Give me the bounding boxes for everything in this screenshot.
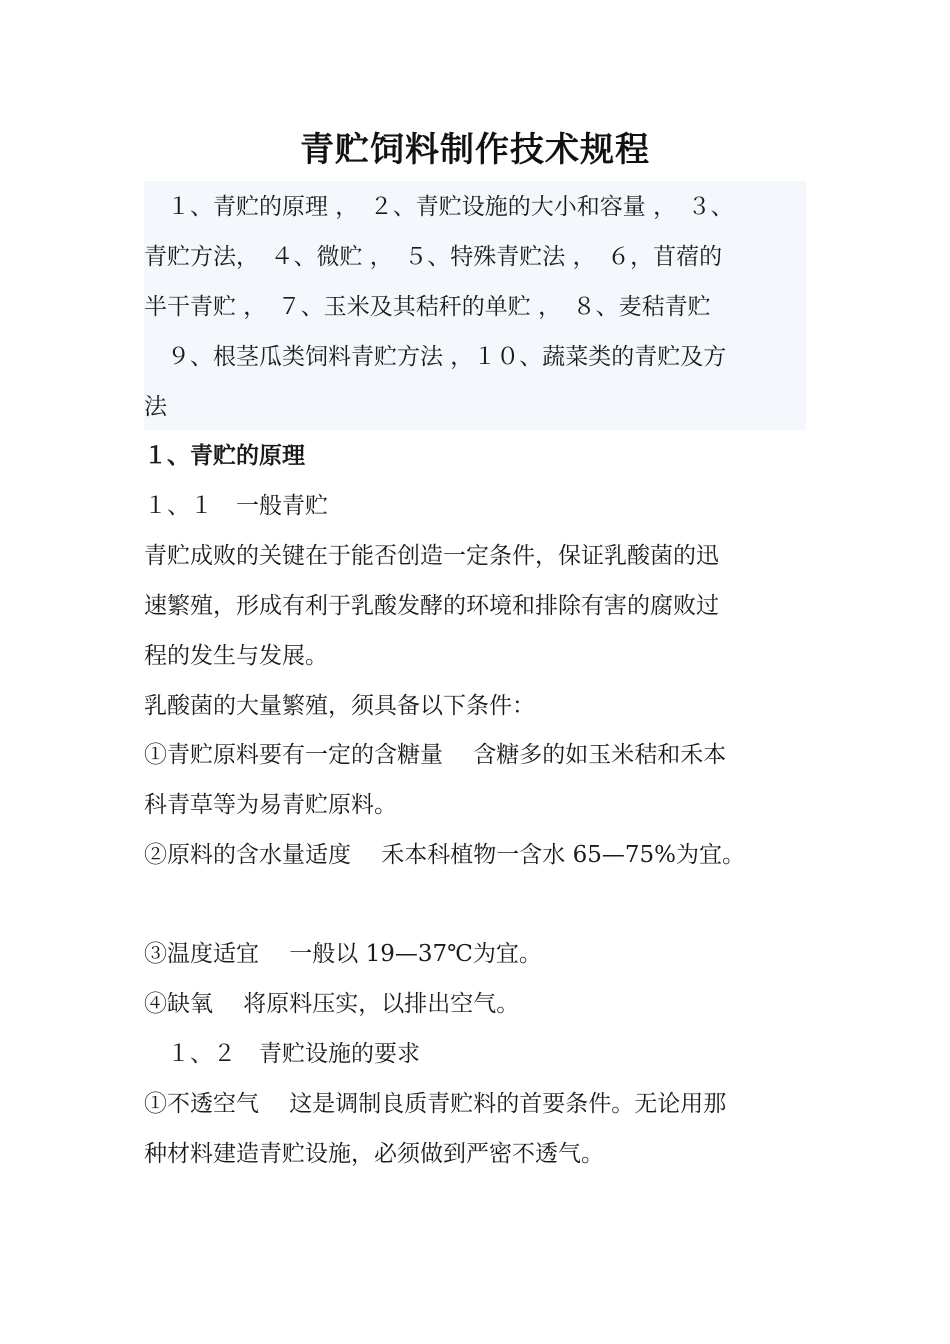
requirement-item: 种材料建造青贮设施，必须做到严密不透气。	[144, 1141, 604, 1167]
paragraph-line: 乳酸菌的大量繁殖，须具备以下条件：	[144, 693, 535, 719]
toc-line: 半干青贮 ， ７、玉米及其秸秆的单贮 ， ８、麦秸青贮	[144, 294, 711, 320]
condition-item: ④缺氧 将原料压实，以排出空气。	[144, 991, 520, 1017]
paragraph-line: 青贮成败的关键在于能否创造一定条件，保证乳酸菌的迅	[144, 543, 719, 569]
toc-line: 青贮方法， ４、微贮 ， ５、特殊青贮法 ， ６，苜蓿的	[144, 244, 723, 270]
toc-line: １、青贮的原理 ， ２、青贮设施的大小和容量 ， ３、	[144, 194, 734, 220]
condition-item: 科青草等为易青贮原料。	[144, 792, 397, 818]
condition-item: ①青贮原料要有一定的含糖量 含糖多的如玉米秸和禾本	[144, 742, 727, 768]
section-heading: １、青贮的原理	[144, 442, 305, 469]
paragraph-line: 速繁殖，形成有利于乳酸发酵的环境和排除有害的腐败过	[144, 593, 719, 619]
condition-item: ③温度适宜 一般以 19—37℃为宜。	[144, 941, 542, 967]
requirement-item: ①不透空气 这是调制良质青贮料的首要条件。无论用那	[144, 1091, 727, 1117]
subsection-heading: １、１ 一般青贮	[144, 493, 328, 519]
toc-line: ９、根茎瓜类饲料青贮方法 ，１０、蔬菜类的青贮及方	[144, 344, 727, 370]
paragraph-line: 程的发生与发展。	[144, 643, 328, 669]
toc-line: 法	[144, 394, 167, 420]
condition-item: ②原料的含水量适度 禾本科植物一含水 65—75%为宜。	[144, 842, 746, 868]
subsection-heading: １、２ 青贮设施的要求	[144, 1041, 420, 1067]
document-title: 青贮饲料制作技术规程	[300, 130, 650, 170]
